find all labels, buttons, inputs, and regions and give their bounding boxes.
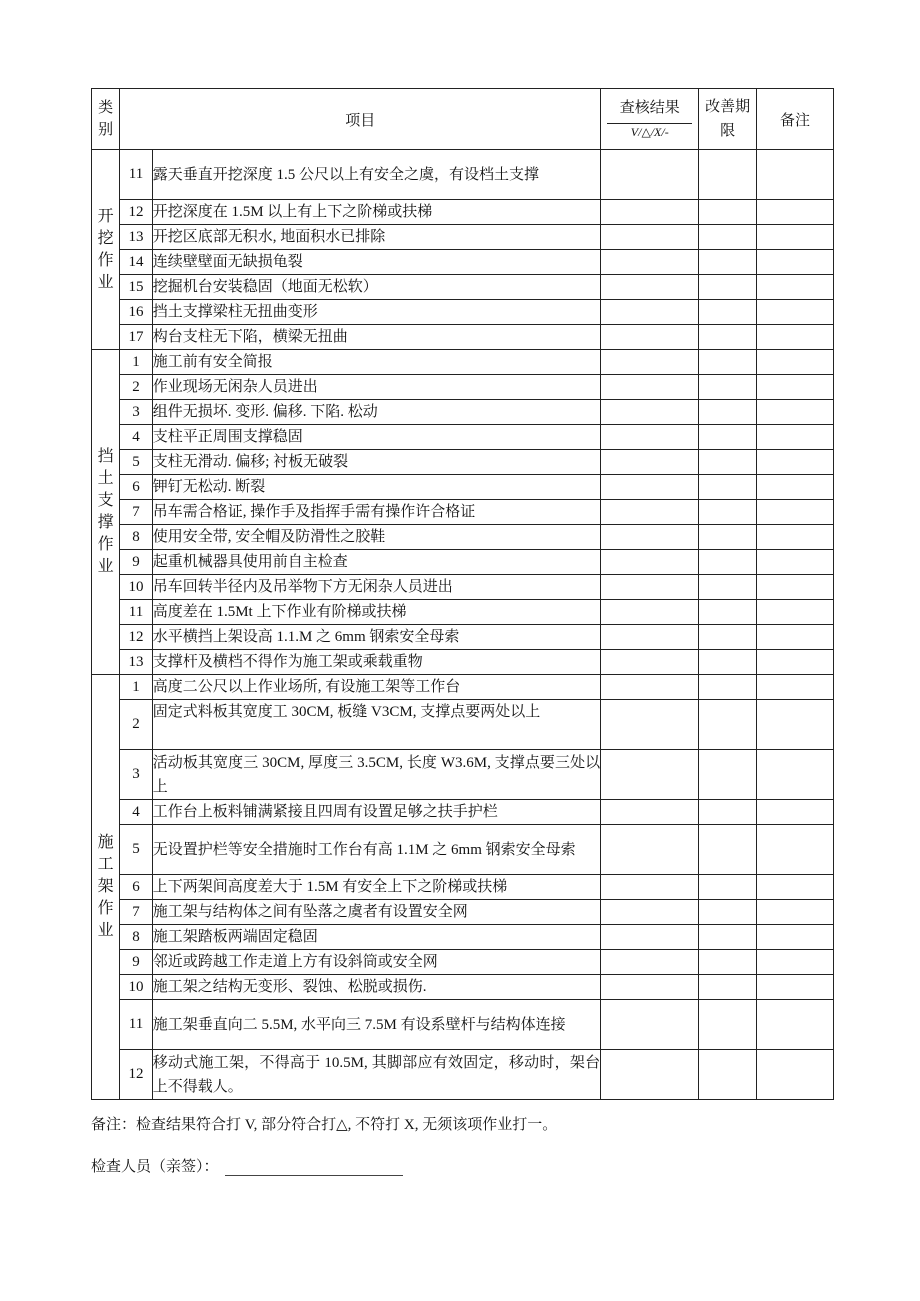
deadline-cell[interactable]: [699, 1050, 757, 1100]
row-item-text: 支撑杆及横档不得作为施工架或乘载重物: [152, 650, 600, 675]
row-item-text: 支柱无滑动. 偏移; 衬板无破裂: [152, 450, 600, 475]
note-cell[interactable]: [757, 525, 834, 550]
row-item-text: 无设置护栏等安全措施时工作台有高 1.1M 之 6mm 钢索安全母索: [152, 825, 600, 875]
result-cell[interactable]: [601, 700, 699, 750]
row-item-text: 开挖区底部无积水, 地面积水已排除: [152, 225, 600, 250]
row-number: 10: [120, 975, 152, 1000]
note-cell[interactable]: [757, 900, 834, 925]
deadline-cell[interactable]: [699, 475, 757, 500]
category-char: 土: [97, 470, 114, 487]
deadline-cell[interactable]: [699, 975, 757, 1000]
table-body: [92, 150, 834, 1100]
table-row: [92, 900, 834, 925]
row-item-text: 施工前有安全简报: [152, 350, 600, 375]
header-row: [92, 89, 834, 150]
row-number: 10: [120, 575, 152, 600]
note-cell[interactable]: [757, 650, 834, 675]
result-cell[interactable]: [601, 300, 699, 325]
note-cell[interactable]: [757, 675, 834, 700]
deadline-cell[interactable]: [699, 700, 757, 750]
table-row: [92, 700, 834, 750]
category-header-line-2: 别: [98, 122, 114, 138]
result-cell[interactable]: [601, 925, 699, 950]
deadline-cell[interactable]: [699, 425, 757, 450]
row-number: 12: [120, 200, 152, 225]
note-cell[interactable]: [757, 600, 834, 625]
row-number: 13: [120, 650, 152, 675]
signature-field[interactable]: [225, 1161, 403, 1176]
row-item-text: 高度二公尺以上作业场所, 有设施工架等工作台: [152, 675, 600, 700]
row-number: 12: [120, 625, 152, 650]
table-row: [92, 600, 834, 625]
result-cell[interactable]: [601, 750, 699, 800]
row-item-text: 水平横挡上架设高 1.1.M 之 6mm 钢索安全母索: [152, 625, 600, 650]
table-row: [92, 675, 834, 700]
note-cell[interactable]: [757, 800, 834, 825]
row-item-text: 支柱平正周围支撑稳固: [152, 425, 600, 450]
result-cell[interactable]: [601, 400, 699, 425]
category-char: 作: [97, 251, 114, 269]
category-char: 工: [97, 856, 114, 873]
row-item-text: 挡土支撑梁柱无扭曲变形: [152, 300, 600, 325]
row-number: 7: [120, 900, 152, 925]
result-cell[interactable]: [601, 150, 699, 200]
result-header: [601, 89, 699, 150]
category-cell: [92, 150, 120, 350]
table-row: [92, 425, 834, 450]
category-cell: [92, 350, 120, 675]
row-item-text: 使用安全带, 安全帽及防滑性之胶鞋: [152, 525, 600, 550]
row-item-text: 吊车需合格证, 操作手及指挥手需有操作许合格证: [152, 500, 600, 525]
deadline-header: [699, 89, 757, 150]
deadline-cell[interactable]: [699, 825, 757, 875]
deadline-cell[interactable]: [699, 900, 757, 925]
note-cell[interactable]: [757, 275, 834, 300]
table-row: [92, 150, 834, 200]
row-item-text: 吊车回转半径内及吊举物下方无闲杂人员进出: [152, 575, 600, 600]
category-header-line-1: 类: [98, 100, 114, 116]
row-number: 5: [120, 825, 152, 875]
table-row: [92, 400, 834, 425]
result-cell[interactable]: [601, 825, 699, 875]
result-cell[interactable]: [601, 1000, 699, 1050]
result-cell[interactable]: [601, 1050, 699, 1100]
category-char: 开: [97, 207, 114, 225]
row-number: 9: [120, 550, 152, 575]
row-number: 9: [120, 950, 152, 975]
result-cell[interactable]: [601, 575, 699, 600]
table-row: [92, 950, 834, 975]
deadline-cell[interactable]: [699, 350, 757, 375]
note-header: 备注: [757, 89, 834, 150]
row-number: 5: [120, 450, 152, 475]
note-cell[interactable]: [757, 450, 834, 475]
row-number: 3: [120, 750, 152, 800]
table-row: [92, 875, 834, 900]
row-number: 13: [120, 225, 152, 250]
note-cell[interactable]: [757, 1000, 834, 1050]
result-cell[interactable]: [601, 250, 699, 275]
result-header-label: 查核结果: [619, 99, 680, 116]
deadline-cell[interactable]: [699, 375, 757, 400]
deadline-cell[interactable]: [699, 950, 757, 975]
row-number: 11: [120, 600, 152, 625]
row-item-text: 移动式施工架，不得高于 10.5M, 其脚部应有效固定，移动时，架台上不得载人。: [152, 1050, 600, 1100]
table-row: [92, 500, 834, 525]
note-cell[interactable]: [757, 750, 834, 800]
note-cell[interactable]: [757, 950, 834, 975]
table-row: [92, 525, 834, 550]
table-row: [92, 750, 834, 800]
deadline-cell[interactable]: [699, 500, 757, 525]
result-cell[interactable]: [601, 550, 699, 575]
row-item-text: 施工架踏板两端固定稳固: [152, 925, 600, 950]
note-cell[interactable]: [757, 225, 834, 250]
category-char: 施: [97, 834, 114, 851]
row-item-text: 上下两架间高度差大于 1.5M 有安全上下之阶梯或扶梯: [152, 875, 600, 900]
item-header: 项目: [120, 89, 601, 150]
row-number: 8: [120, 925, 152, 950]
deadline-cell[interactable]: [699, 1000, 757, 1050]
table-row: [92, 350, 834, 375]
row-number: 7: [120, 500, 152, 525]
result-cell[interactable]: [601, 200, 699, 225]
result-cell[interactable]: [601, 675, 699, 700]
row-item-text: 起重机械器具使用前自主检查: [152, 550, 600, 575]
result-cell[interactable]: [601, 625, 699, 650]
result-cell[interactable]: [601, 350, 699, 375]
note-cell[interactable]: [757, 250, 834, 275]
row-item-text: 开挖深度在 1.5M 以上有上下之阶梯或扶梯: [152, 200, 600, 225]
deadline-cell[interactable]: [699, 875, 757, 900]
row-item-text: 连续壁壁面无缺损龟裂: [152, 250, 600, 275]
table-row: [92, 975, 834, 1000]
deadline-cell[interactable]: [699, 675, 757, 700]
deadline-cell[interactable]: [699, 625, 757, 650]
deadline-header-line-1: 改善期: [705, 99, 751, 115]
deadline-cell[interactable]: [699, 575, 757, 600]
result-cell[interactable]: [601, 500, 699, 525]
row-number: 6: [120, 875, 152, 900]
category-char: 业: [97, 922, 114, 939]
row-item-text: 挖掘机台安装稳固（地面无松软）: [152, 275, 600, 300]
table-row: [92, 1050, 834, 1100]
row-number: 8: [120, 525, 152, 550]
signature-label: 检查人员（亲签）：: [91, 1158, 219, 1175]
table-row: [92, 375, 834, 400]
row-item-text: 工作台上板料铺满紧接且四周有设置足够之扶手护栏: [152, 800, 600, 825]
table-row: [92, 475, 834, 500]
category-char: 挖: [97, 229, 114, 247]
deadline-cell[interactable]: [699, 600, 757, 625]
result-cell[interactable]: [601, 225, 699, 250]
note-cell[interactable]: [757, 975, 834, 1000]
note-cell[interactable]: [757, 150, 834, 200]
result-cell[interactable]: [601, 450, 699, 475]
row-item-text: 施工架与结构体之间有坠落之虞者有设置安全网: [152, 900, 600, 925]
result-cell[interactable]: [601, 325, 699, 350]
row-number: 16: [120, 300, 152, 325]
category-char: 业: [97, 273, 114, 291]
deadline-cell[interactable]: [699, 650, 757, 675]
deadline-cell[interactable]: [699, 750, 757, 800]
category-char: 业: [97, 558, 114, 575]
note-cell[interactable]: [757, 625, 834, 650]
row-item-text: 施工架之结构无变形、裂蚀、松脱或损伤.: [152, 975, 600, 1000]
row-number: 4: [120, 800, 152, 825]
table-row: [92, 225, 834, 250]
deadline-cell[interactable]: [699, 275, 757, 300]
row-number: 11: [120, 150, 152, 200]
row-item-text: 组件无损坏. 变形. 偏移. 下陷. 松动: [152, 400, 600, 425]
row-number: 14: [120, 250, 152, 275]
table-row: [92, 575, 834, 600]
result-cell[interactable]: [601, 475, 699, 500]
row-number: 17: [120, 325, 152, 350]
row-number: 2: [120, 700, 152, 750]
note-cell[interactable]: [757, 475, 834, 500]
result-cell[interactable]: [601, 800, 699, 825]
deadline-cell[interactable]: [699, 525, 757, 550]
result-marks: V/△/X/-: [607, 123, 692, 146]
row-item-text: 高度差在 1.5Mt 上下作业有阶梯或扶梯: [152, 600, 600, 625]
note-cell[interactable]: [757, 350, 834, 375]
result-cell[interactable]: [601, 375, 699, 400]
note-cell[interactable]: [757, 925, 834, 950]
table-row: [92, 325, 834, 350]
table-row: [92, 200, 834, 225]
category-char: 作: [97, 536, 114, 553]
result-cell[interactable]: [601, 975, 699, 1000]
deadline-cell[interactable]: [699, 400, 757, 425]
row-item-text: 作业现场无闲杂人员进出: [152, 375, 600, 400]
result-cell[interactable]: [601, 950, 699, 975]
table-row: [92, 275, 834, 300]
deadline-header-line-2: 限: [720, 123, 736, 139]
category-char: 作: [97, 900, 114, 917]
table-row: [92, 250, 834, 275]
note-cell[interactable]: [757, 400, 834, 425]
deadline-cell[interactable]: [699, 225, 757, 250]
deadline-cell[interactable]: [699, 550, 757, 575]
note-cell[interactable]: [757, 500, 834, 525]
deadline-cell[interactable]: [699, 300, 757, 325]
table-row: [92, 300, 834, 325]
row-number: 1: [120, 675, 152, 700]
row-number: 12: [120, 1050, 152, 1100]
row-number: 2: [120, 375, 152, 400]
note-cell[interactable]: [757, 300, 834, 325]
row-number: 15: [120, 275, 152, 300]
row-number: 3: [120, 400, 152, 425]
note-cell[interactable]: [757, 1050, 834, 1100]
table-row: [92, 625, 834, 650]
deadline-cell[interactable]: [699, 200, 757, 225]
deadline-cell[interactable]: [699, 450, 757, 475]
category-char: 支: [97, 492, 114, 509]
row-number: 1: [120, 350, 152, 375]
note-cell[interactable]: [757, 825, 834, 875]
note-cell[interactable]: [757, 425, 834, 450]
result-cell[interactable]: [601, 900, 699, 925]
row-number: 6: [120, 475, 152, 500]
table-row: [92, 550, 834, 575]
category-cell: [92, 675, 120, 1100]
inspection-table: [91, 88, 834, 1100]
footnote: 备注：检查结果符合打 V, 部分符合打△, 不符打 X, 无须该项作业打一。: [91, 1117, 558, 1133]
row-number: 11: [120, 1000, 152, 1050]
category-char: 架: [97, 878, 114, 895]
table-row: [92, 925, 834, 950]
table-row: [92, 825, 834, 875]
deadline-cell[interactable]: [699, 925, 757, 950]
result-cell[interactable]: [601, 600, 699, 625]
table-row: [92, 1000, 834, 1050]
table-row: [92, 800, 834, 825]
result-cell[interactable]: [601, 650, 699, 675]
note-cell[interactable]: [757, 325, 834, 350]
table-row: [92, 450, 834, 475]
table-row: [92, 650, 834, 675]
result-cell[interactable]: [601, 875, 699, 900]
row-item-text: 邻近或跨越工作走道上方有设斜筒或安全网: [152, 950, 600, 975]
row-item-text: 钾钉无松动. 断裂: [152, 475, 600, 500]
deadline-cell[interactable]: [699, 325, 757, 350]
deadline-cell[interactable]: [699, 150, 757, 200]
row-number: 4: [120, 425, 152, 450]
result-cell[interactable]: [601, 525, 699, 550]
category-char: 撑: [97, 514, 114, 531]
deadline-cell[interactable]: [699, 800, 757, 825]
category-header: [92, 89, 120, 150]
note-cell[interactable]: [757, 875, 834, 900]
row-item-text: 活动板其宽度三 30CM, 厚度三 3.5CM, 长度 W3.6M, 支撑点要三处以上: [152, 750, 600, 800]
category-char: 挡: [97, 448, 114, 465]
deadline-cell[interactable]: [699, 250, 757, 275]
row-item-text: 构台支柱无下陷，横梁无扭曲: [152, 325, 600, 350]
note-cell[interactable]: [757, 200, 834, 225]
note-cell[interactable]: [757, 575, 834, 600]
signature-line: [91, 1155, 403, 1176]
row-item-text: 施工架垂直向二 5.5M, 水平向三 7.5M 有设系壁杆与结构体连接: [152, 1000, 600, 1050]
row-item-text: 固定式料板其宽度工 30CM, 板缝 V3CM, 支撑点要两处以上: [152, 700, 600, 750]
note-cell[interactable]: [757, 375, 834, 400]
row-item-text: 露天垂直开挖深度 1.5 公尺以上有安全之虞，有设档土支撑: [152, 150, 600, 200]
result-cell[interactable]: [601, 275, 699, 300]
result-cell[interactable]: [601, 425, 699, 450]
note-cell[interactable]: [757, 550, 834, 575]
note-cell[interactable]: [757, 700, 834, 750]
